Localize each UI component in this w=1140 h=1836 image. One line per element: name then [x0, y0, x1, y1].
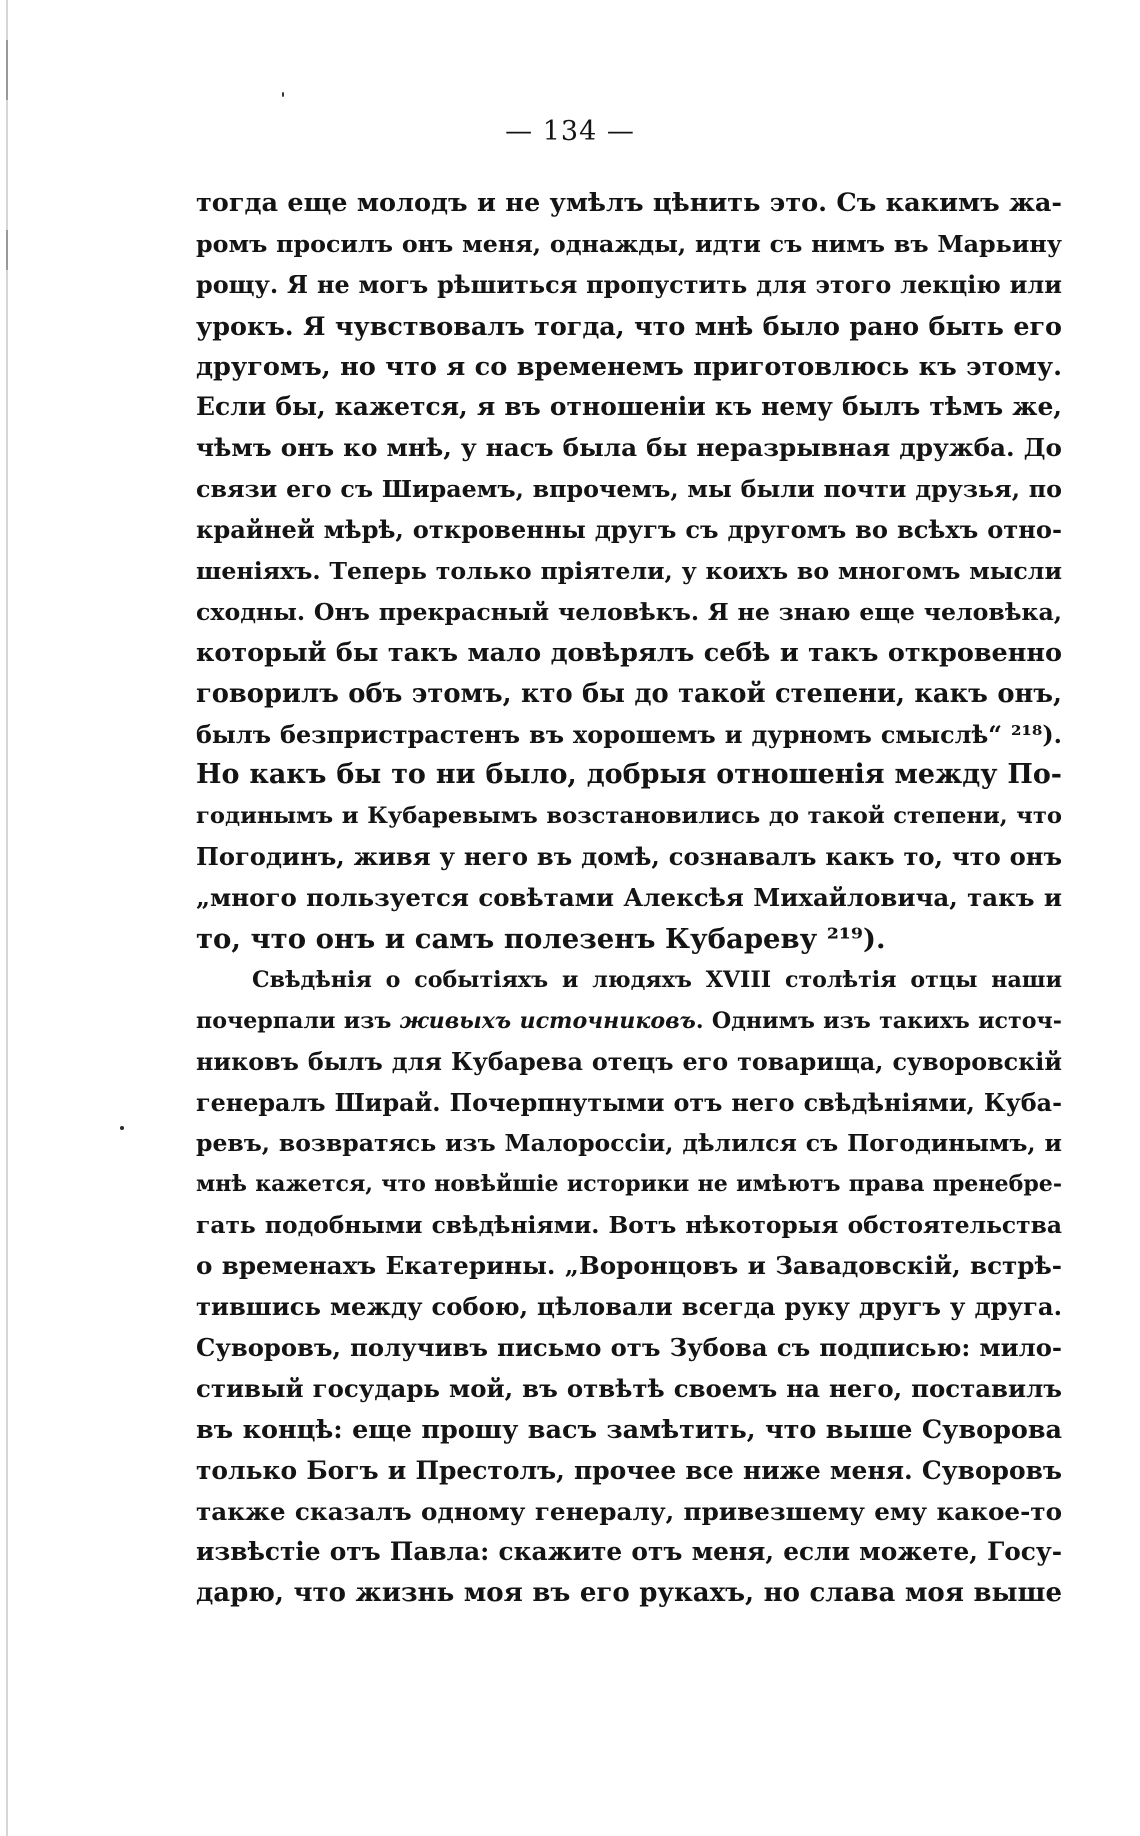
text-line: мнѣ кажется, что новѣйшіе историки не имѣютъ права пренебре- — [196, 1171, 1062, 1198]
page-binding-edge — [6, 0, 8, 1836]
text-line: говорилъ объ этомъ, кто бы до такой степени, какъ онъ, — [196, 678, 1062, 709]
text-line: тившись между собою, цѣловали всегда руку другъ у друга. — [196, 1292, 1062, 1322]
ink-speck — [120, 1126, 124, 1130]
text-line: чѣмъ онъ ко мнѣ, у насъ была бы неразрывная дружба. До — [196, 433, 1062, 463]
text-line: то, что онъ и самъ полезенъ Кубареву ²¹⁹). — [196, 923, 886, 956]
text-line: о временахъ Екатерины. „Воронцовъ и Завадовскій, встрѣ- — [196, 1251, 1062, 1281]
text-line: который бы такъ мало довѣрялъ себѣ и такъ откровенно — [196, 637, 1062, 668]
text-segment: . Однимъ изъ такихъ источ- — [695, 1007, 1062, 1034]
text-line: также сказалъ одному генералу, привезшему ему какое-то — [196, 1496, 1062, 1526]
text-line: годинымъ и Кубаревымъ возстановились до такой степени, что — [196, 803, 1062, 830]
text-line: Погодинъ, живя у него въ домѣ, сознавалъ какъ то, что онъ — [196, 842, 1062, 872]
text-line: Суворовъ, получивъ письмо отъ Зубова съ подписью: мило- — [196, 1332, 1062, 1362]
text-line: „много пользуется совѣтами Алексѣя Михайловича, такъ и — [196, 883, 1062, 913]
text-line: только Богъ и Престолъ, прочее все ниже меня. Суворовъ — [196, 1455, 1062, 1485]
page-binding-mark — [6, 230, 8, 270]
text-line — [196, 1001, 1062, 1042]
text-line: Но какъ бы то ни было, добрыя отношенія между По- — [196, 759, 1062, 791]
text-line: шеніяхъ. Теперь только пріятели, у коихъ во многомъ мысли — [196, 557, 1062, 586]
text-segment: почерпали изъ — [196, 1007, 400, 1034]
text-line: тогда еще молодъ и не умѣлъ цѣнить это. Съ какимъ жа- — [196, 188, 1062, 218]
text-line: крайней мѣрѣ, откровенны другъ съ другомъ во всѣхъ отно- — [196, 515, 1062, 545]
text-line: другомъ, но что я со временемъ приготовлюсь къ этому. — [196, 351, 1062, 382]
text-line: извѣстіе отъ Павла: скажите отъ меня, если можете, Госу- — [196, 1537, 1062, 1567]
page-text — [196, 183, 1062, 1614]
text-line: дарю, что жизнь моя въ его рукахъ, но слава моя выше — [196, 1578, 1062, 1609]
text-line: въ концѣ: еще прошу васъ замѣтить, что выше Суворова — [196, 1414, 1062, 1445]
page-number: — 134 — — [505, 116, 635, 147]
text-line: ревъ, возвратясь изъ Малороссіи, дѣлился съ Погодинымъ, и — [196, 1129, 1062, 1158]
text-line: Свѣдѣнія о событіяхъ и людяхъ XVIII столѣтія отцы наши — [252, 966, 1062, 993]
text-line: ромъ просилъ онъ меня, однажды, идти съ нимъ въ Марьину — [196, 229, 1062, 258]
page-binding-mark — [6, 40, 8, 100]
paragraph-2 — [196, 960, 1062, 1614]
text-line: генералъ Ширай. Почерпнутыми отъ него свѣдѣніями, Куба- — [196, 1088, 1062, 1117]
text-line: сходны. Онъ прекрасный человѣкъ. Я не знаю еще человѣка, — [196, 597, 1062, 626]
text-line: никовъ былъ для Кубарева отецъ его товарища, суворовскій — [196, 1047, 1062, 1076]
text-line: связи его съ Шираемъ, впрочемъ, мы были почти друзья, по — [196, 475, 1062, 504]
text-line: гать подобными свѣдѣніями. Вотъ нѣкоторыя обстоятельства — [196, 1211, 1062, 1240]
text-line: рощу. Я не могъ рѣшиться пропустить для этого лекцію или — [196, 270, 1062, 299]
text-line: урокъ. Я чувствовалъ тогда, что мнѣ было рано быть его — [196, 310, 1062, 341]
text-line: Если бы, кажется, я въ отношеніи къ нему былъ тѣмъ же, — [196, 392, 1062, 422]
ink-speck — [282, 92, 284, 97]
text-line: стивый государь мой, въ отвѣтѣ своемъ на него, поставилъ — [196, 1373, 1062, 1403]
paragraph-1 — [196, 183, 1062, 960]
italic-emphasis: живыхъ источниковъ — [399, 1007, 696, 1034]
text-line: былъ безпристрастенъ въ хорошемъ и дурномъ смыслѣ“ ²¹⁸). — [196, 720, 1062, 749]
paragraph-2-lines — [196, 1042, 1062, 1614]
